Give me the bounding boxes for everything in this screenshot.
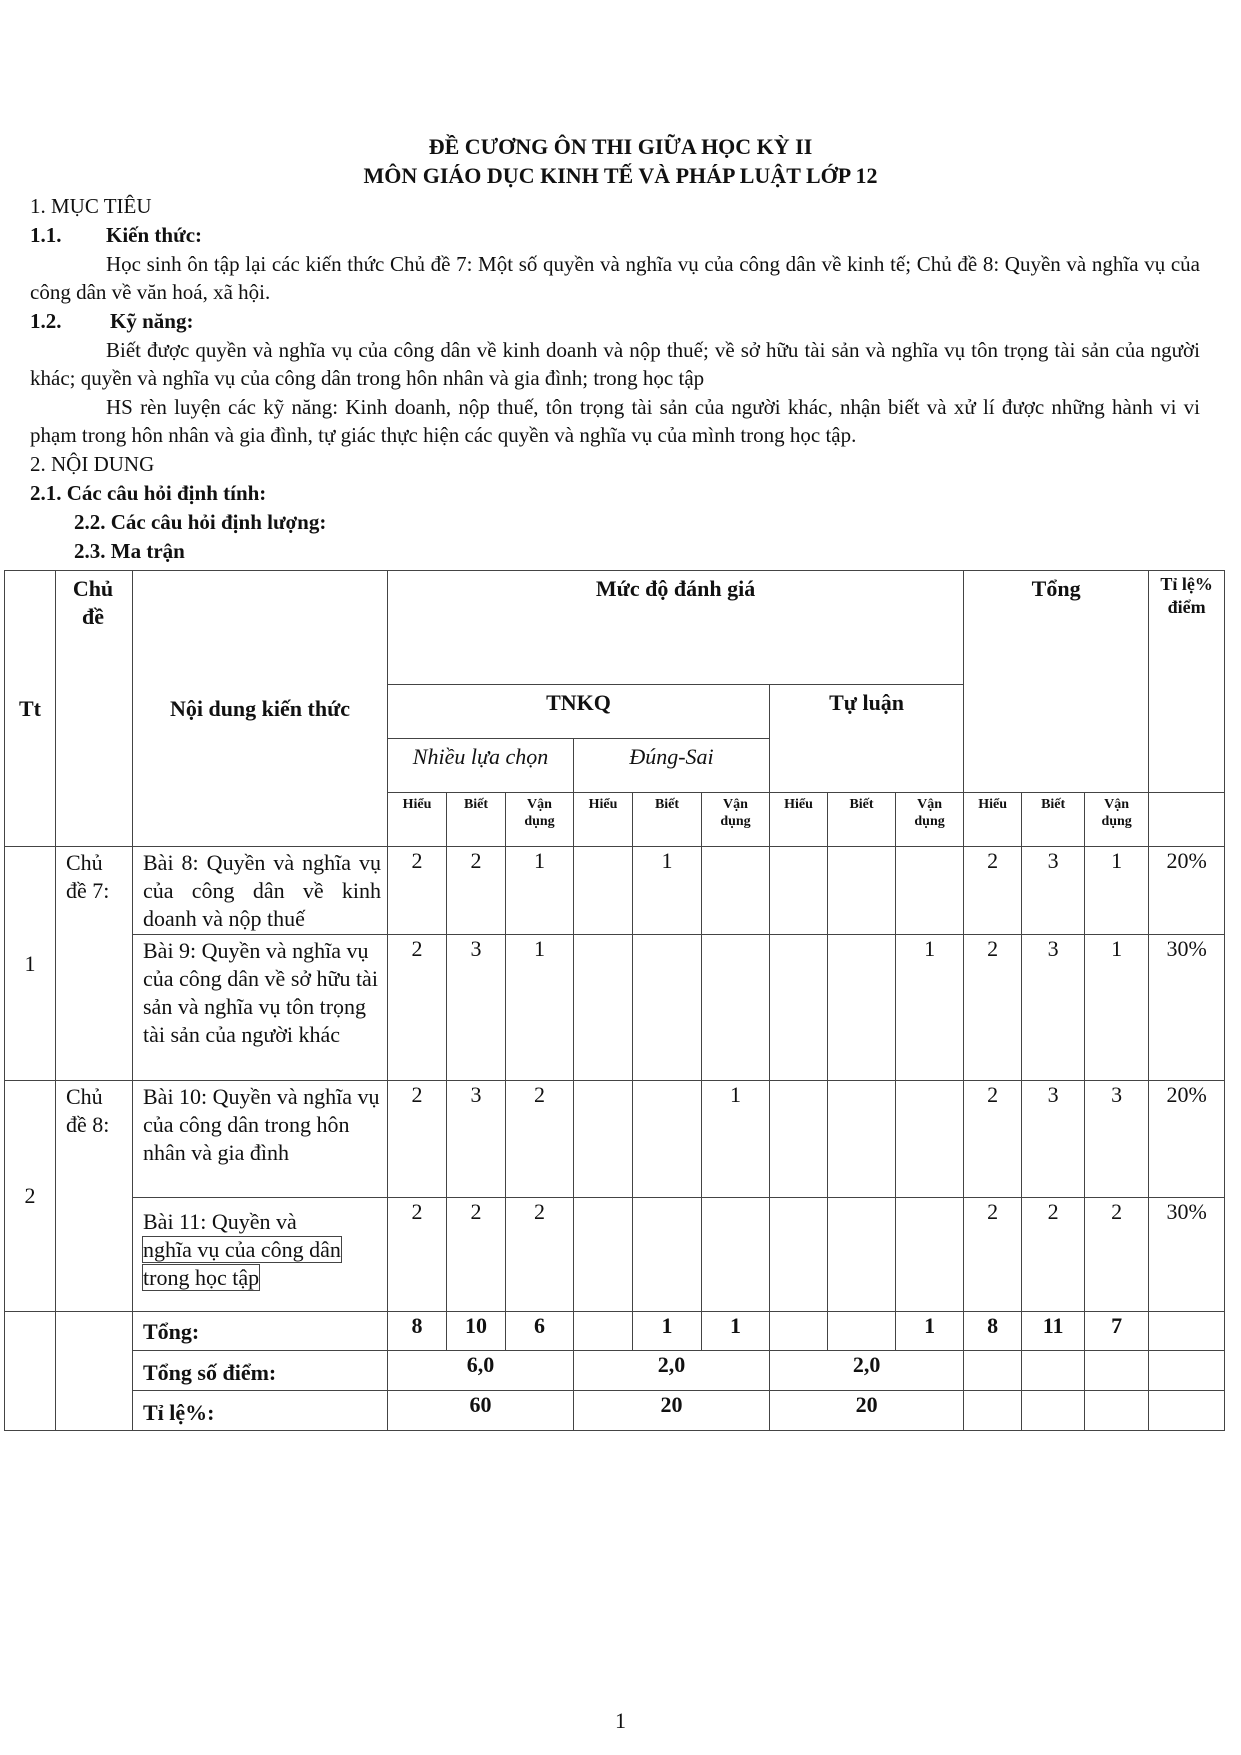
cell (702, 935, 770, 1081)
cell: 2 (447, 1198, 506, 1312)
total-cell: 11 (1022, 1312, 1085, 1351)
tile-cell: 20 (770, 1391, 964, 1431)
cell (770, 935, 828, 1081)
tile-label: Tỉ lệ%: (133, 1391, 388, 1431)
cell-pct: 20% (1149, 1081, 1225, 1198)
section-2-heading: 2. NỘI DUNG (30, 452, 155, 476)
group-2-chude: Chủ đề 8: (56, 1081, 133, 1312)
total-cell: 1 (633, 1312, 702, 1351)
cell: 1 (1085, 935, 1149, 1081)
cell: 1 (506, 935, 574, 1081)
diem-cell: 2,0 (770, 1351, 964, 1391)
cell (574, 1081, 633, 1198)
empty-cell (1085, 1391, 1149, 1431)
level-header: Hiểu (770, 793, 828, 847)
cell: 2 (1022, 1198, 1085, 1312)
cell: 1 (633, 847, 702, 935)
level-header: Hiểu (388, 793, 447, 847)
cell: 2 (388, 847, 447, 935)
row-content-line: nghĩa vụ của công dân (143, 1237, 341, 1262)
cell (633, 1081, 702, 1198)
cell (828, 847, 896, 935)
col-header-tuluan: Tự luận (770, 685, 964, 793)
row-content: Bài 10: Quyền và nghĩa vụ của công dân trong hôn nhân và gia đình (133, 1081, 388, 1198)
table-row-ti-le (5, 1391, 1225, 1431)
cell (896, 1081, 964, 1198)
diem-cell: 6,0 (388, 1351, 574, 1391)
section-1-heading: 1. MỤC TIÊU (30, 194, 152, 218)
tile-cell: 20 (574, 1391, 770, 1431)
row-content: Bài 8: Quyền và nghĩa vụ của công dân về kinh doanh và nộp thuế (133, 847, 388, 935)
section-1-1-text: Học sinh ôn tập lại các kiến thức Chủ đề 7: Một số quyền và nghĩa vụ của công dân về kinh tế; Chủ đề 8: Quyền và nghĩa vụ của công dân về văn hoá, xã hội. (30, 252, 1200, 304)
cell (633, 1198, 702, 1312)
col-header-noidung: Nội dung kiến thức (133, 571, 388, 847)
cell (770, 1081, 828, 1198)
section-2-2-heading: 2.2. Các câu hỏi định lượng: (74, 510, 327, 534)
cell: 3 (1022, 847, 1085, 935)
doc-title-2: MÔN GIÁO DỤC KINH TẾ VÀ PHÁP LUẬT LỚP 12 (363, 163, 878, 188)
cell (770, 1198, 828, 1312)
total-cell (828, 1312, 896, 1351)
cell: 1 (702, 1081, 770, 1198)
table-row-tong-so-diem (5, 1351, 1225, 1391)
cell (828, 1198, 896, 1312)
section-1-2-number: 1.2. (30, 309, 62, 333)
cell: 2 (388, 1081, 447, 1198)
table-row-bai-10 (5, 1081, 1225, 1198)
total-cell: 8 (964, 1312, 1022, 1351)
cell: 1 (506, 847, 574, 935)
total-cell (770, 1312, 828, 1351)
cell: 2 (964, 1198, 1022, 1312)
row-content-line: Bài 11: Quyền và (143, 1209, 297, 1234)
level-header: Biết (1022, 793, 1085, 847)
empty-cell (1085, 1351, 1149, 1391)
level-header: Vận dụng (506, 793, 574, 847)
section-1-2-label: Kỹ năng: (110, 309, 194, 333)
empty-cell (964, 1351, 1022, 1391)
row-content-line: trong học tập (143, 1265, 260, 1290)
cell (702, 1198, 770, 1312)
cell: 3 (447, 1081, 506, 1198)
section-1-1-number: 1.1. (30, 223, 62, 247)
cell (702, 847, 770, 935)
section-1-2-text-2: HS rèn luyện các kỹ năng: Kinh doanh, nộp thuế, tôn trọng tài sản của người khác, nhận biết và xử lí được những hành vi vi phạm trong hôn nhân và gia đình, tự giác thực hiện các quyền và nghĩa vụ của mình trong học tập. (30, 395, 1200, 447)
col-header-nhieu-lua-chon: Nhiều lựa chọn (388, 739, 574, 793)
cell (828, 935, 896, 1081)
empty-cell (1022, 1351, 1085, 1391)
cell: 2 (964, 935, 1022, 1081)
cell (828, 1081, 896, 1198)
level-header: Biết (447, 793, 506, 847)
cell: 2 (1085, 1198, 1149, 1312)
cell (896, 1198, 964, 1312)
diem-cell: 2,0 (574, 1351, 770, 1391)
cell: 3 (447, 935, 506, 1081)
row-content (133, 1198, 388, 1312)
cell (574, 935, 633, 1081)
group-2-tt: 2 (5, 1081, 56, 1312)
table-row-bai-11 (5, 1198, 1225, 1312)
total-cell: 8 (388, 1312, 447, 1351)
level-header: Vận dụng (1085, 793, 1149, 847)
total-cell (574, 1312, 633, 1351)
total-cell: 6 (506, 1312, 574, 1351)
level-header: Biết (633, 793, 702, 847)
empty-cell (1149, 1391, 1225, 1431)
diem-label: Tổng số điểm: (133, 1351, 388, 1391)
empty-cell (5, 1312, 56, 1431)
cell (633, 935, 702, 1081)
level-header: Vận dụng (702, 793, 770, 847)
col-header-tnkq: TNKQ (388, 685, 770, 739)
total-cell: 1 (702, 1312, 770, 1351)
total-cell: 10 (447, 1312, 506, 1351)
col-header-dung-sai: Đúng-Sai (574, 739, 770, 793)
empty-cell (1149, 1312, 1225, 1351)
total-label: Tổng: (133, 1312, 388, 1351)
cell: 2 (447, 847, 506, 935)
cell (896, 847, 964, 935)
cell: 1 (1085, 847, 1149, 935)
section-2-3-heading: 2.3. Ma trận (74, 539, 185, 563)
total-cell: 7 (1085, 1312, 1149, 1351)
cell: 1 (896, 935, 964, 1081)
assessment-matrix-table (4, 570, 1225, 1431)
cell (574, 1198, 633, 1312)
col-header-tt: Tt (5, 571, 56, 847)
cell: 3 (1022, 935, 1085, 1081)
section-1-2-text-1: Biết được quyền và nghĩa vụ của công dân về kinh doanh và nộp thuế; về sở hữu tài sản và nghĩa vụ tôn trọng tài sản của người khác; quyền và nghĩa vụ của công dân trong hôn nhân và gia đình; trong học tập (30, 338, 1200, 390)
level-header: Biết (828, 793, 896, 847)
section-2-1-heading: 2.1. Các câu hỏi định tính: (30, 481, 267, 505)
cell-pct: 30% (1149, 1198, 1225, 1312)
section-1-1-label: Kiến thức: (106, 223, 203, 247)
group-1-chude: Chủ đề 7: (56, 847, 133, 1081)
col-header-tong: Tổng (964, 571, 1149, 793)
total-cell: 1 (896, 1312, 964, 1351)
doc-title-1: ĐỀ CƯƠNG ÔN THI GIỮA HỌC KỲ II (428, 134, 813, 159)
level-header-empty (1149, 793, 1225, 847)
row-content: Bài 9: Quyền và nghĩa vụ của công dân về sở hữu tài sản và nghĩa vụ tôn trọng tài sản của người khác (133, 935, 388, 1081)
table-row-bai-8 (5, 847, 1225, 935)
page-number: 1 (615, 1708, 626, 1733)
tile-cell: 60 (388, 1391, 574, 1431)
empty-cell (56, 1312, 133, 1431)
table-row-total (5, 1312, 1225, 1351)
col-header-tile: Tỉ lệ% điểm (1149, 571, 1225, 793)
empty-cell (1022, 1391, 1085, 1431)
cell: 2 (506, 1198, 574, 1312)
level-header: Hiểu (574, 793, 633, 847)
cell-pct: 30% (1149, 935, 1225, 1081)
cell: 2 (388, 935, 447, 1081)
table-row-bai-9 (5, 935, 1225, 1081)
cell: 2 (388, 1198, 447, 1312)
col-header-mucdo: Mức độ đánh giá (388, 571, 964, 685)
header-row-1 (5, 571, 1225, 685)
empty-cell (1149, 1351, 1225, 1391)
empty-cell (964, 1391, 1022, 1431)
cell-pct: 20% (1149, 847, 1225, 935)
cell: 3 (1085, 1081, 1149, 1198)
cell (574, 847, 633, 935)
cell: 3 (1022, 1081, 1085, 1198)
group-1-tt: 1 (5, 847, 56, 1081)
level-header: Vận dụng (896, 793, 964, 847)
cell: 2 (964, 847, 1022, 935)
cell: 2 (506, 1081, 574, 1198)
cell (770, 847, 828, 935)
col-header-chude: Chủ đề (56, 571, 133, 847)
level-header: Hiểu (964, 793, 1022, 847)
cell: 2 (964, 1081, 1022, 1198)
